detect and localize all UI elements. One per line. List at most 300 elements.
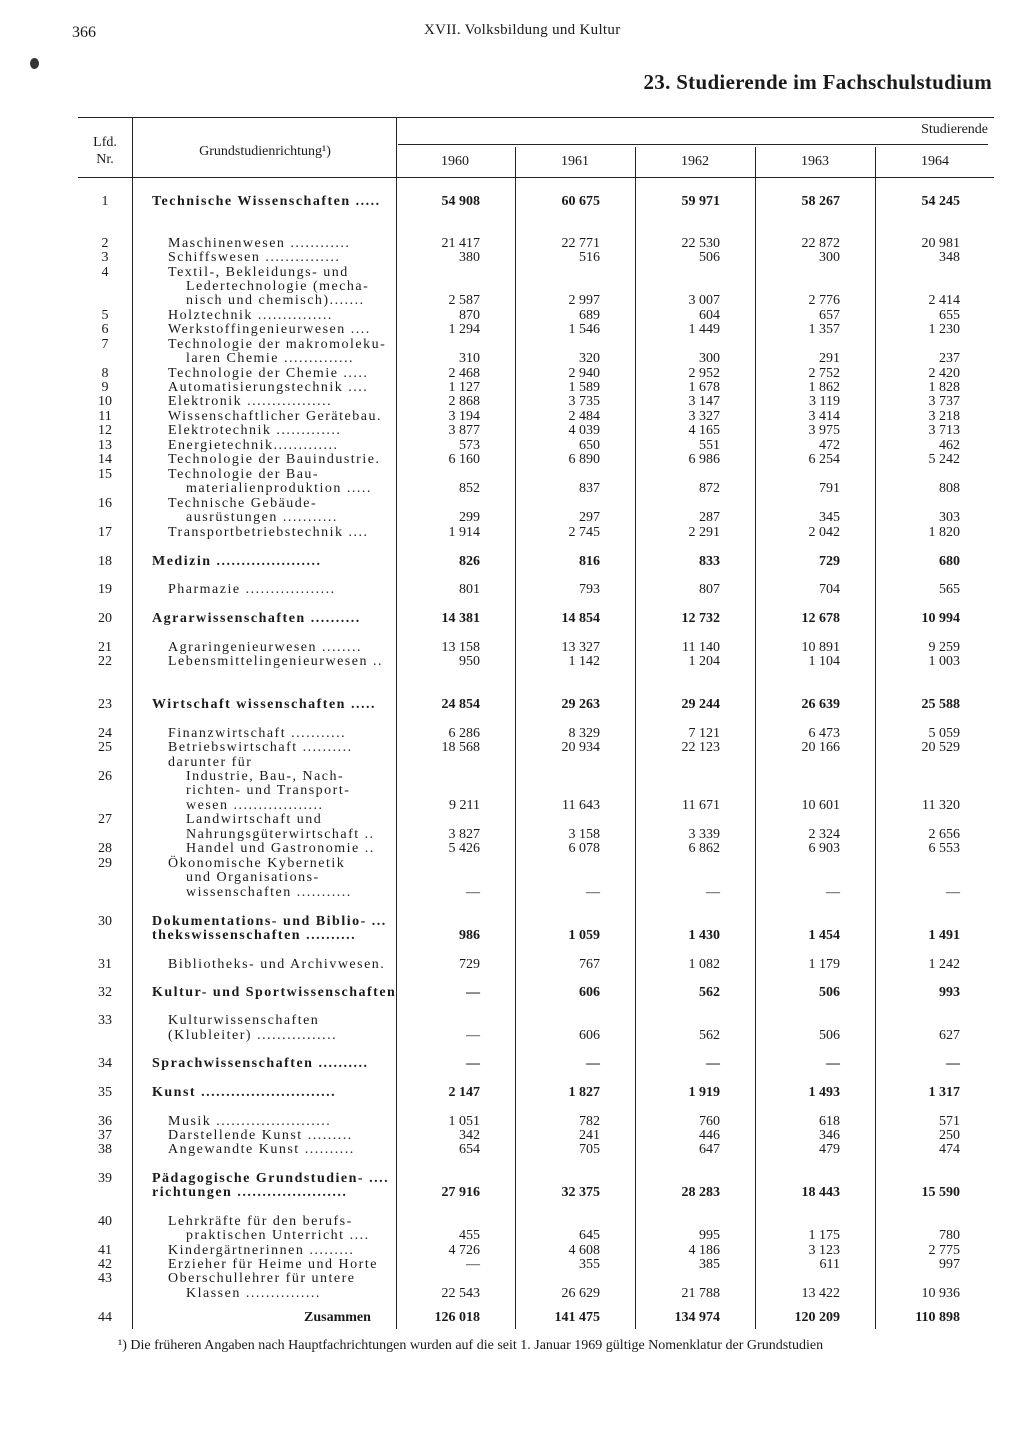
row-label: Technologie der makromoleku- [168,337,387,352]
value-cell-1964: 993 [939,985,960,1000]
row-label: Ledertechnologie (mecha- [186,279,370,294]
value-cell-1960: 14 381 [441,611,480,626]
value-cell-1962: — [706,1056,720,1071]
value-cell-1961: 4 039 [568,423,600,438]
value-cell-1964: 2 775 [928,1243,960,1258]
value-cell-1960: 2 147 [448,1085,480,1100]
row-label: Handel und Gastronomie .. [186,841,375,856]
row-number: 6 [101,322,109,337]
value-cell-1962: 647 [699,1142,720,1157]
row-number: 32 [98,985,112,1000]
value-cell-1960: 6 160 [448,452,480,467]
row-number: 22 [98,654,112,669]
value-cell-1961: 3 735 [568,394,600,409]
value-cell-1962: 3 007 [688,293,720,308]
value-cell-1963: 18 443 [801,1185,840,1200]
value-cell-1964: 348 [939,250,960,265]
value-cell-1961: 645 [579,1228,600,1243]
value-cell-1962: 6 862 [688,841,720,856]
value-cell-1962: — [706,885,720,900]
value-cell-1960: 380 [459,250,480,265]
row-number: 9 [101,380,109,395]
value-cell-1964: 6 553 [928,841,960,856]
row-label: wissenschaften ........... [186,885,352,900]
value-cell-1964: 20 981 [921,236,960,251]
value-cell-1960: 342 [459,1128,480,1143]
table-top-rule [78,117,994,118]
value-cell-1964: 1 820 [928,525,960,540]
value-cell-1962: 385 [699,1257,720,1272]
value-cell-1964: 474 [939,1142,960,1157]
row-label: Technische Gebäude- [168,496,318,511]
column-header-label: Grundstudienrichtung¹) [199,144,331,159]
row-label: Pädagogische Grundstudien- .... [152,1171,390,1186]
value-cell-1960: — [466,985,480,1000]
value-cell-1960: 3 877 [448,423,480,438]
value-cell-1962: 807 [699,582,720,597]
row-number: 16 [98,496,112,511]
value-cell-1960: 299 [459,510,480,525]
value-cell-1964: 25 588 [921,697,960,712]
value-cell-1963: 345 [819,510,840,525]
value-cell-1962: 12 732 [681,611,720,626]
row-number: 15 [98,467,112,482]
value-cell-1960: 2 468 [448,366,480,381]
row-label: Sprachwissenschaften .......... [152,1056,369,1071]
value-cell-1961: 22 771 [561,236,600,251]
row-label: Pharmazie .................. [168,582,336,597]
value-cell-1960: 852 [459,481,480,496]
row-label: Energietechnik............. [168,438,339,453]
value-cell-1960: 986 [459,928,480,943]
row-label: Zusammen [304,1310,371,1325]
value-cell-1960: — [466,1028,480,1043]
value-cell-1962: 59 971 [681,194,720,209]
value-cell-1963: 611 [819,1257,840,1272]
value-cell-1961: 2 997 [568,293,600,308]
value-cell-1963: 791 [819,481,840,496]
row-number: 12 [98,423,112,438]
row-number: 38 [98,1142,112,1157]
year-header-1963: 1963 [801,154,829,169]
value-cell-1962: 22 530 [681,236,720,251]
row-label: Klassen ............... [186,1286,321,1301]
row-label: materialienproduktion ..... [186,481,372,496]
row-label: praktischen Unterricht .... [186,1228,370,1243]
value-cell-1962: 11 671 [682,798,720,813]
row-label: Oberschullehrer für untere [168,1271,356,1286]
row-label: Technologie der Bauindustrie. [168,452,381,467]
row-label: Wirtschaft wissenschaften ..... [152,697,376,712]
row-number: 42 [98,1257,112,1272]
value-cell-1961: 816 [579,554,600,569]
value-cell-1961: — [586,1056,600,1071]
value-cell-1964: — [946,885,960,900]
value-cell-1961: 29 263 [561,697,600,712]
row-number: 41 [98,1243,112,1258]
row-number: 26 [98,769,112,784]
value-cell-1962: 872 [699,481,720,496]
value-cell-1963: 2 324 [808,827,840,842]
row-number: 25 [98,740,112,755]
row-label: richten- und Transport- [186,783,351,798]
value-cell-1964: 15 590 [921,1185,960,1200]
value-cell-1961: 241 [579,1128,600,1143]
value-cell-1963: 1 862 [808,380,840,395]
row-label: Wissenschaftlicher Gerätebau. [168,409,382,424]
value-cell-1963: 26 639 [801,697,840,712]
row-label: Holztechnik ............... [168,308,333,323]
row-label: ausrüstungen ........... [186,510,338,525]
value-cell-1960: 21 417 [441,236,480,251]
row-label: wesen .................. [186,798,324,813]
row-number: 27 [98,812,112,827]
value-cell-1961: 606 [579,1028,600,1043]
row-number: 18 [98,554,112,569]
value-cell-1963: 20 166 [801,740,840,755]
row-label: Landwirtschaft und [186,812,323,827]
column-rule-nr [132,117,133,1329]
value-cell-1963: 2 776 [808,293,840,308]
value-cell-1960: 950 [459,654,480,669]
value-cell-1961: 606 [579,985,600,1000]
value-cell-1961: 705 [579,1142,600,1157]
row-label: Kulturwissenschaften [168,1013,320,1028]
value-cell-1961: 767 [579,957,600,972]
row-number: 28 [98,841,112,856]
value-cell-1960: 3 194 [448,409,480,424]
value-cell-1961: 793 [579,582,600,597]
value-cell-1961: 141 475 [554,1310,600,1325]
value-cell-1963: 657 [819,308,840,323]
value-cell-1964: 250 [939,1128,960,1143]
row-number: 11 [98,409,112,424]
value-cell-1962: 21 788 [681,1286,720,1301]
value-cell-1963: 1 104 [808,654,840,669]
value-cell-1964: 462 [939,438,960,453]
value-cell-1962: 2 291 [688,525,720,540]
value-cell-1963: 1 179 [808,957,840,972]
value-cell-1960: 54 908 [441,194,480,209]
value-cell-1961: — [586,885,600,900]
running-header: XVII. Volksbildung und Kultur [424,22,621,38]
value-cell-1963: 3 123 [808,1243,840,1258]
value-cell-1960: 1 914 [448,525,480,540]
value-cell-1960: 654 [459,1142,480,1157]
row-label: Musik ....................... [168,1114,332,1129]
group-header-studierende: Studierende [921,122,988,137]
value-cell-1962: 506 [699,250,720,265]
value-cell-1960: 126 018 [434,1310,480,1325]
value-cell-1961: 6 078 [568,841,600,856]
value-cell-1963: 1 493 [808,1085,840,1100]
value-cell-1964: 808 [939,481,960,496]
row-label: Textil-, Bekleidungs- und [168,265,349,280]
value-cell-1962: 22 123 [681,740,720,755]
value-cell-1962: 1 678 [688,380,720,395]
value-cell-1963: 472 [819,438,840,453]
value-cell-1961: 782 [579,1114,600,1129]
value-cell-1962: 446 [699,1128,720,1143]
row-label: Medizin ..................... [152,554,322,569]
value-cell-1962: 995 [699,1228,720,1243]
row-label: Werkstoffingenieurwesen .... [168,322,371,337]
value-cell-1964: 11 320 [922,798,960,813]
row-number: 23 [98,697,112,712]
value-cell-1961: 320 [579,351,600,366]
value-cell-1964: 2 414 [928,293,960,308]
value-cell-1963: 12 678 [801,611,840,626]
value-cell-1964: 20 529 [921,740,960,755]
value-cell-1962: 1 204 [688,654,720,669]
value-cell-1961: 650 [579,438,600,453]
row-label: Lehrkräfte für den berufs- [168,1214,353,1229]
row-label: laren Chemie .............. [186,351,355,366]
row-number: 19 [98,582,112,597]
table-title: 23. Studierende im Fachschulstudium [643,70,992,94]
value-cell-1962: 3 147 [688,394,720,409]
value-cell-1963: 58 267 [801,194,840,209]
value-cell-1963: 6 254 [808,452,840,467]
header-bottom-rule [78,177,994,178]
value-cell-1960: 729 [459,957,480,972]
row-label: Betriebswirtschaft .......... [168,740,353,755]
value-cell-1960: — [466,1257,480,1272]
value-cell-1962: 1 919 [688,1085,720,1100]
value-cell-1960: 1 294 [448,322,480,337]
value-cell-1964: 1 317 [928,1085,960,1100]
value-cell-1960: 826 [459,554,480,569]
value-cell-1961: 2 484 [568,409,600,424]
value-cell-1963: 300 [819,250,840,265]
column-header-nr: Lfd. Nr. [93,135,117,167]
value-cell-1962: 760 [699,1114,720,1129]
value-cell-1964: 997 [939,1257,960,1272]
row-label: Angewandte Kunst .......... [168,1142,355,1157]
row-number: 24 [98,726,112,741]
value-cell-1964: 1 491 [928,928,960,943]
value-cell-1961: 2 745 [568,525,600,540]
value-cell-1962: 1 082 [688,957,720,972]
row-number: 5 [101,308,109,323]
value-cell-1961: 1 059 [568,928,600,943]
value-cell-1962: 28 283 [681,1185,720,1200]
value-cell-1962: 29 244 [681,697,720,712]
value-cell-1960: 9 211 [449,798,480,813]
value-cell-1964: 571 [939,1114,960,1129]
value-cell-1961: 1 142 [568,654,600,669]
row-label: Technologie der Chemie ..... [168,366,369,381]
row-label: Lebensmittelingenieurwesen .. [168,654,383,669]
row-label: Erzieher für Heime und Horte [168,1257,378,1272]
value-cell-1961: 13 327 [561,640,600,655]
value-cell-1964: — [946,1056,960,1071]
row-number: 3 [101,250,109,265]
value-cell-1963: 6 903 [808,841,840,856]
value-cell-1960: 1 051 [448,1114,480,1129]
row-label: Industrie, Bau-, Nach- [186,769,345,784]
value-cell-1960: 3 827 [448,827,480,842]
value-cell-1964: 565 [939,582,960,597]
value-cell-1964: 54 245 [921,194,960,209]
row-label: Elektronik ................. [168,394,333,409]
value-cell-1960: — [466,885,480,900]
value-cell-1960: 24 854 [441,697,480,712]
row-number: 7 [101,337,109,352]
value-cell-1964: 303 [939,510,960,525]
row-label: Bibliotheks- und Archivwesen. [168,957,386,972]
value-cell-1963: 1 357 [808,322,840,337]
value-cell-1960: 870 [459,308,480,323]
value-cell-1963: 13 422 [801,1286,840,1301]
value-cell-1962: 551 [699,438,720,453]
row-number: 34 [98,1056,112,1071]
value-cell-1961: 14 854 [561,611,600,626]
value-cell-1964: 1 242 [928,957,960,972]
value-cell-1964: 1 003 [928,654,960,669]
value-cell-1964: 627 [939,1028,960,1043]
value-cell-1961: 26 629 [561,1286,600,1301]
row-label: Technologie der Bau- [168,467,320,482]
page-number: 366 [72,24,96,41]
value-cell-1961: 1 827 [568,1085,600,1100]
row-number: 37 [98,1128,112,1143]
value-cell-1963: 10 891 [801,640,840,655]
value-cell-1963: 2 752 [808,366,840,381]
value-cell-1964: 655 [939,308,960,323]
row-number: 4 [101,265,109,280]
row-number: 40 [98,1214,112,1229]
value-cell-1960: 13 158 [441,640,480,655]
value-cell-1963: — [826,885,840,900]
row-label: Finanzwirtschaft ........... [168,726,347,741]
row-number: 39 [98,1171,112,1186]
value-cell-1961: 837 [579,481,600,496]
year-header-1962: 1962 [681,154,709,169]
value-cell-1964: 3 218 [928,409,960,424]
row-label: Automatisierungstechnik .... [168,380,369,395]
value-cell-1963: 506 [819,985,840,1000]
row-label: thekswissenschaften .......... [152,928,357,943]
value-cell-1964: 680 [939,554,960,569]
value-cell-1960: 2 587 [448,293,480,308]
value-cell-1962: 833 [699,554,720,569]
value-cell-1963: 291 [819,351,840,366]
row-number: 44 [98,1310,112,1325]
value-cell-1961: 1 589 [568,380,600,395]
value-cell-1960: 4 726 [448,1243,480,1258]
row-label: Agrarwissenschaften .......... [152,611,361,626]
value-cell-1962: 4 186 [688,1243,720,1258]
value-cell-1963: 3 975 [808,423,840,438]
value-cell-1962: 287 [699,510,720,525]
row-number: 29 [98,856,112,871]
value-cell-1962: 134 974 [674,1310,720,1325]
value-cell-1961: 8 329 [568,726,600,741]
row-number: 36 [98,1114,112,1129]
value-cell-1964: 110 898 [915,1310,960,1325]
row-label: (Klubleiter) ................ [168,1028,338,1043]
value-cell-1962: 562 [699,1028,720,1043]
value-cell-1963: 10 601 [801,798,840,813]
value-cell-1961: 32 375 [561,1185,600,1200]
value-cell-1961: 516 [579,250,600,265]
value-cell-1961: 355 [579,1257,600,1272]
row-label: Kindergärtnerinnen ......... [168,1243,355,1258]
value-cell-1962: 3 339 [688,827,720,842]
row-label: Maschinenwesen ............ [168,236,351,251]
row-number: 33 [98,1013,112,1028]
value-cell-1960: 455 [459,1228,480,1243]
value-cell-1963: 479 [819,1142,840,1157]
value-cell-1963: 3 414 [808,409,840,424]
value-cell-1964: 780 [939,1228,960,1243]
value-cell-1964: 1 828 [928,380,960,395]
value-cell-1962: 1 430 [688,928,720,943]
value-cell-1964: 237 [939,351,960,366]
value-cell-1960: 801 [459,582,480,597]
value-cell-1964: 1 230 [928,322,960,337]
value-cell-1962: 1 449 [688,322,720,337]
value-cell-1963: 120 209 [794,1310,840,1325]
row-number: 10 [98,394,112,409]
value-cell-1963: 704 [819,582,840,597]
value-cell-1963: 2 042 [808,525,840,540]
row-number: 2 [101,236,109,251]
value-cell-1964: 5 059 [928,726,960,741]
value-cell-1961: 3 158 [568,827,600,842]
value-cell-1964: 2 656 [928,827,960,842]
value-cell-1960: — [466,1056,480,1071]
value-cell-1961: 689 [579,308,600,323]
row-label: Dokumentations- und Biblio- ... [152,914,387,929]
value-cell-1961: 1 546 [568,322,600,337]
value-cell-1963: 22 872 [801,236,840,251]
row-label: richtungen ...................... [152,1185,348,1200]
value-cell-1962: 7 121 [688,726,720,741]
value-cell-1964: 3 713 [928,423,960,438]
group-header-rule [398,144,988,145]
value-cell-1960: 5 426 [448,841,480,856]
row-number: 20 [98,611,112,626]
value-cell-1960: 2 868 [448,394,480,409]
value-cell-1960: 310 [459,351,480,366]
row-number: 14 [98,452,112,467]
value-cell-1961: 20 934 [561,740,600,755]
row-label: Nahrungsgüterwirtschaft .. [186,827,375,842]
value-cell-1962: 3 327 [688,409,720,424]
value-cell-1963: 3 119 [809,394,840,409]
row-number: 21 [98,640,112,655]
value-cell-1960: 22 543 [441,1286,480,1301]
value-cell-1960: 573 [459,438,480,453]
row-number: 31 [98,957,112,972]
value-cell-1964: 10 994 [921,611,960,626]
row-label: Ökonomische Kybernetik [168,856,346,871]
value-cell-1964: 5 242 [928,452,960,467]
value-cell-1960: 1 127 [448,380,480,395]
value-cell-1963: 346 [819,1128,840,1143]
value-cell-1962: 604 [699,308,720,323]
row-label: Schiffswesen ............... [168,250,341,265]
row-label: Technische Wissenschaften ..... [152,194,381,209]
value-cell-1962: 6 986 [688,452,720,467]
row-label: Agraringenieurwesen ........ [168,640,363,655]
bullet-mark [30,58,39,69]
row-number: 8 [101,366,109,381]
value-cell-1963: 506 [819,1028,840,1043]
row-number: 1 [101,194,109,209]
